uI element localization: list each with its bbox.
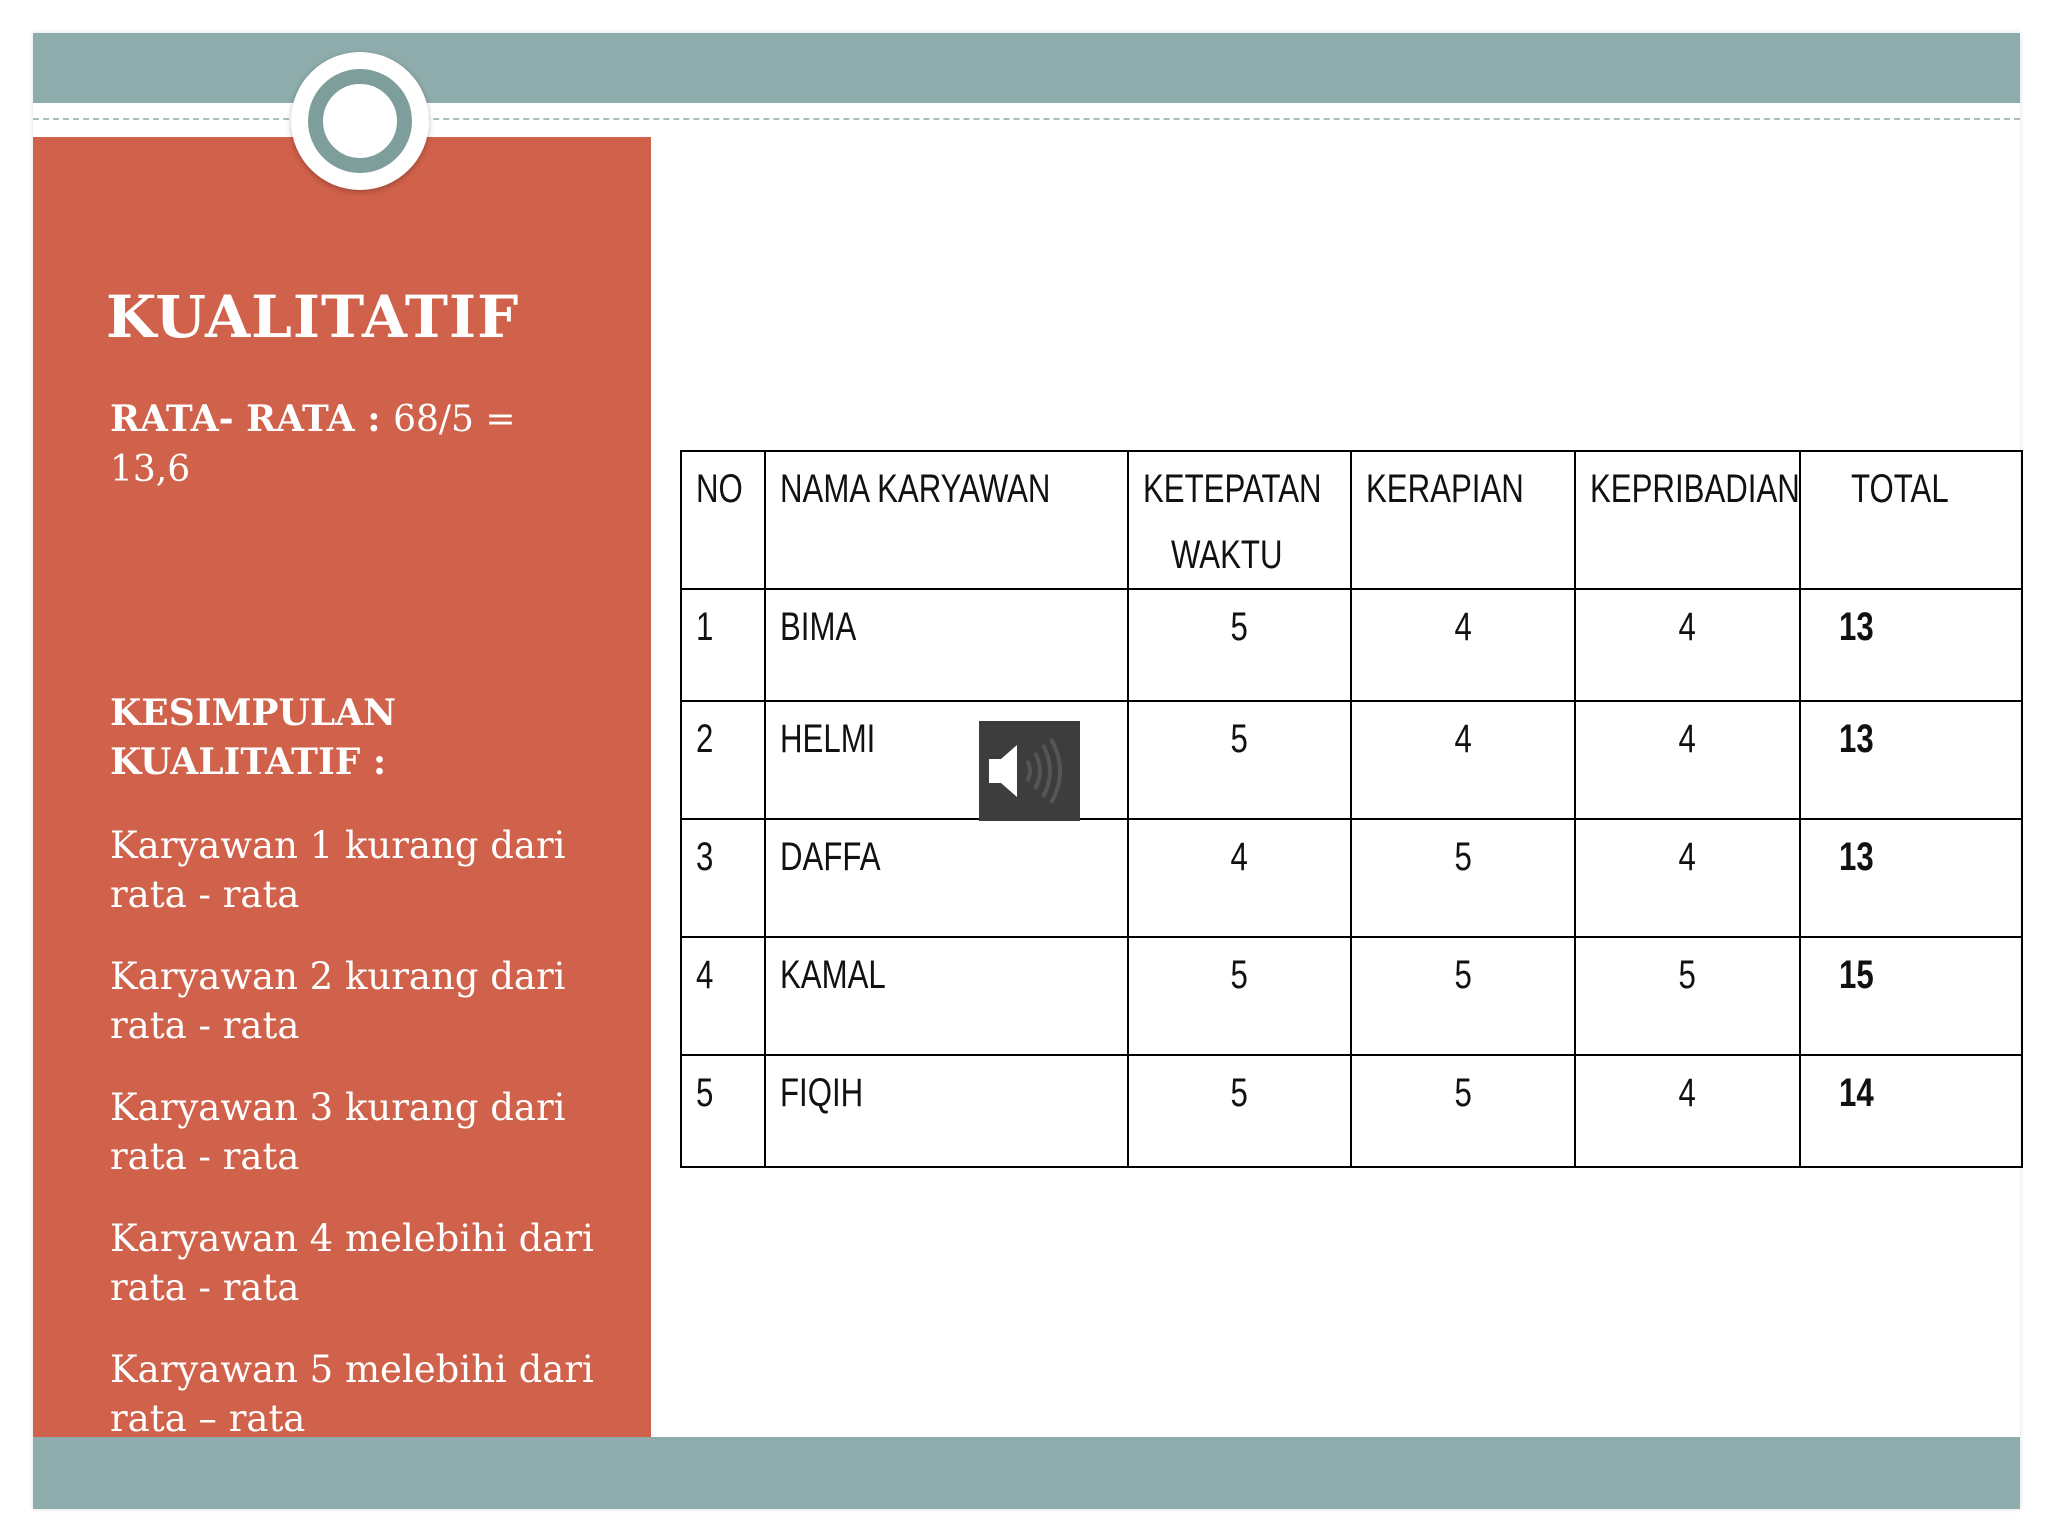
- header-neatness: KERAPIAN: [1351, 451, 1575, 589]
- table-row: 2 HELMI 5 4 4 13: [681, 701, 2022, 819]
- score-table: [680, 450, 2023, 1168]
- header-name: NAMA KARYAWAN: [765, 451, 1128, 589]
- average-separator: :: [354, 398, 394, 440]
- table-header-row: [681, 451, 2022, 589]
- header-punctuality: KETEPATAN WAKTU: [1128, 451, 1351, 589]
- speaker-icon[interactable]: [979, 721, 1080, 821]
- score-table-image: [680, 450, 2021, 1168]
- conclusion-item: Karyawan 1 kurang dari rata - rata: [110, 824, 566, 916]
- conclusion-title: KESIMPULAN KUALITATIF :: [110, 692, 397, 783]
- average-text: [110, 394, 590, 495]
- decorative-ring-icon: [291, 52, 429, 190]
- header-personality: KEPRIBADIAN: [1575, 451, 1800, 589]
- table-row: 5 FIQIH 5 5 4 14: [681, 1055, 2022, 1167]
- table-row: 3 DAFFA 4 5 4 13: [681, 819, 2022, 937]
- slide-title: KUALITATIF: [106, 283, 520, 351]
- conclusion-item: Karyawan 5 melebihi dari rata – rata: [110, 1348, 594, 1440]
- slide: [33, 33, 2020, 1509]
- header-total: TOTAL: [1800, 451, 2022, 589]
- side-panel: [33, 137, 651, 1440]
- conclusion-item: Karyawan 2 kurang dari rata - rata: [110, 955, 566, 1047]
- conclusion-item: Karyawan 3 kurang dari rata - rata: [110, 1086, 566, 1178]
- table-row: 1 BIMA 5 4 4 13: [681, 589, 2022, 701]
- conclusion-list: [110, 821, 630, 1476]
- conclusion-item: Karyawan 4 melebihi dari rata - rata: [110, 1217, 594, 1309]
- table-row: 4 KAMAL 5 5 5 15: [681, 937, 2022, 1055]
- average-value: 68/5 = 13,6: [110, 399, 516, 490]
- average-label: RATA- RATA: [110, 398, 355, 440]
- header-no: NO: [681, 451, 765, 589]
